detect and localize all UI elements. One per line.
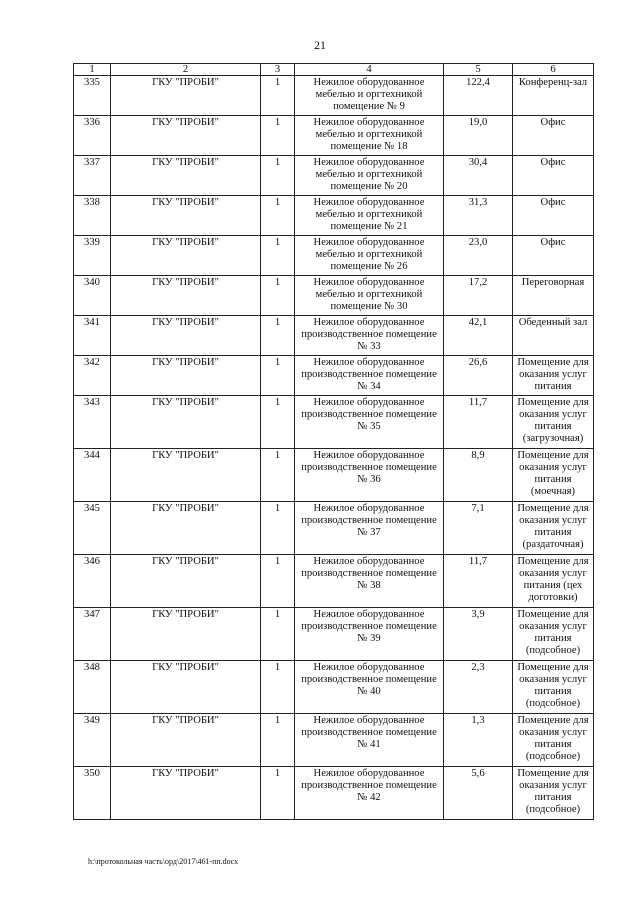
cell-description: Нежилое оборудованное мебелью и оргтехникой помещение № 30 — [295, 276, 444, 316]
column-header-6: 6 — [513, 64, 594, 76]
table-header-row — [74, 64, 594, 76]
table-row — [74, 156, 594, 196]
cell-purpose: Офис — [513, 116, 594, 156]
table-row — [74, 661, 594, 714]
cell-organization: ГКУ "ПРОБИ" — [111, 76, 261, 116]
cell-organization: ГКУ "ПРОБИ" — [111, 276, 261, 316]
cell-number: 335 — [74, 76, 111, 116]
cell-purpose: Помещение для оказания услуг питания (подсобное) — [513, 714, 594, 767]
cell-quantity: 1 — [261, 76, 295, 116]
cell-purpose: Помещение для оказания услуг питания (подсобное) — [513, 608, 594, 661]
cell-purpose: Помещение для оказания услуг питания (загрузочная) — [513, 396, 594, 449]
cell-organization: ГКУ "ПРОБИ" — [111, 502, 261, 555]
cell-organization: ГКУ "ПРОБИ" — [111, 396, 261, 449]
table-row — [74, 502, 594, 555]
column-header-5: 5 — [444, 64, 513, 76]
cell-area: 7,1 — [444, 502, 513, 555]
cell-number: 337 — [74, 156, 111, 196]
cell-organization: ГКУ "ПРОБИ" — [111, 661, 261, 714]
column-header-2: 2 — [111, 64, 261, 76]
cell-description: Нежилое оборудованное производственное помещение № 41 — [295, 714, 444, 767]
cell-organization: ГКУ "ПРОБИ" — [111, 156, 261, 196]
cell-area: 3,9 — [444, 608, 513, 661]
cell-number: 339 — [74, 236, 111, 276]
cell-quantity: 1 — [261, 156, 295, 196]
cell-organization: ГКУ "ПРОБИ" — [111, 116, 261, 156]
table-row — [74, 714, 594, 767]
cell-quantity: 1 — [261, 767, 295, 820]
cell-organization: ГКУ "ПРОБИ" — [111, 236, 261, 276]
cell-quantity: 1 — [261, 316, 295, 356]
cell-area: 17,2 — [444, 276, 513, 316]
cell-number: 350 — [74, 767, 111, 820]
cell-quantity: 1 — [261, 555, 295, 608]
table-row — [74, 767, 594, 820]
cell-purpose: Офис — [513, 236, 594, 276]
cell-quantity: 1 — [261, 714, 295, 767]
cell-area: 122,4 — [444, 76, 513, 116]
cell-number: 345 — [74, 502, 111, 555]
cell-number: 343 — [74, 396, 111, 449]
table-row — [74, 116, 594, 156]
cell-quantity: 1 — [261, 116, 295, 156]
cell-number: 344 — [74, 449, 111, 502]
cell-organization: ГКУ "ПРОБИ" — [111, 608, 261, 661]
cell-quantity: 1 — [261, 236, 295, 276]
cell-description: Нежилое оборудованное производственное помещение № 38 — [295, 555, 444, 608]
cell-purpose: Конференц-зал — [513, 76, 594, 116]
cell-organization: ГКУ "ПРОБИ" — [111, 196, 261, 236]
cell-number: 348 — [74, 661, 111, 714]
cell-quantity: 1 — [261, 356, 295, 396]
cell-purpose: Помещение для оказания услуг питания (моечная) — [513, 449, 594, 502]
cell-description: Нежилое оборудованное производственное помещение № 37 — [295, 502, 444, 555]
cell-number: 349 — [74, 714, 111, 767]
cell-area: 11,7 — [444, 396, 513, 449]
cell-area: 42,1 — [444, 316, 513, 356]
cell-purpose: Помещение для оказания услуг питания (подсобное) — [513, 767, 594, 820]
table-row — [74, 316, 594, 356]
cell-quantity: 1 — [261, 502, 295, 555]
table-row — [74, 608, 594, 661]
column-header-4: 4 — [295, 64, 444, 76]
cell-organization: ГКУ "ПРОБИ" — [111, 714, 261, 767]
cell-purpose: Офис — [513, 156, 594, 196]
cell-description: Нежилое оборудованное производственное помещение № 40 — [295, 661, 444, 714]
cell-description: Нежилое оборудованное мебелью и оргтехникой помещение № 9 — [295, 76, 444, 116]
cell-area: 31,3 — [444, 196, 513, 236]
table-row — [74, 276, 594, 316]
cell-purpose: Офис — [513, 196, 594, 236]
cell-description: Нежилое оборудованное производственное помещение № 34 — [295, 356, 444, 396]
cell-organization: ГКУ "ПРОБИ" — [111, 356, 261, 396]
cell-quantity: 1 — [261, 661, 295, 714]
cell-area: 19,0 — [444, 116, 513, 156]
cell-purpose: Переговорная — [513, 276, 594, 316]
cell-description: Нежилое оборудованное мебелью и оргтехникой помещение № 21 — [295, 196, 444, 236]
table-row — [74, 396, 594, 449]
cell-quantity: 1 — [261, 396, 295, 449]
cell-description: Нежилое оборудованное производственное помещение № 35 — [295, 396, 444, 449]
cell-purpose: Помещение для оказания услуг питания — [513, 356, 594, 396]
cell-number: 346 — [74, 555, 111, 608]
table-body — [74, 76, 594, 820]
cell-description: Нежилое оборудованное производственное помещение № 42 — [295, 767, 444, 820]
cell-number: 338 — [74, 196, 111, 236]
cell-organization: ГКУ "ПРОБИ" — [111, 316, 261, 356]
cell-purpose: Помещение для оказания услуг питания (раздаточная) — [513, 502, 594, 555]
cell-area: 23,0 — [444, 236, 513, 276]
cell-description: Нежилое оборудованное мебелью и оргтехникой помещение № 18 — [295, 116, 444, 156]
cell-purpose: Помещение для оказания услуг питания (подсобное) — [513, 661, 594, 714]
table-row — [74, 356, 594, 396]
table-row — [74, 76, 594, 116]
table-row — [74, 236, 594, 276]
cell-description: Нежилое оборудованное производственное помещение № 39 — [295, 608, 444, 661]
table-row — [74, 449, 594, 502]
cell-number: 341 — [74, 316, 111, 356]
cell-number: 347 — [74, 608, 111, 661]
cell-area: 26,6 — [444, 356, 513, 396]
cell-area: 8,9 — [444, 449, 513, 502]
table-row — [74, 555, 594, 608]
cell-area: 30,4 — [444, 156, 513, 196]
cell-area: 11,7 — [444, 555, 513, 608]
cell-quantity: 1 — [261, 276, 295, 316]
cell-number: 340 — [74, 276, 111, 316]
cell-description: Нежилое оборудованное мебелью и оргтехникой помещение № 26 — [295, 236, 444, 276]
cell-area: 2,3 — [444, 661, 513, 714]
cell-quantity: 1 — [261, 196, 295, 236]
cell-description: Нежилое оборудованное производственное помещение № 36 — [295, 449, 444, 502]
footer-file-path: h:\протокольная часть\орд\2017\461-пп.docx — [88, 857, 239, 866]
cell-quantity: 1 — [261, 449, 295, 502]
cell-description: Нежилое оборудованное мебелью и оргтехникой помещение № 20 — [295, 156, 444, 196]
cell-organization: ГКУ "ПРОБИ" — [111, 555, 261, 608]
cell-purpose: Обеденный зал — [513, 316, 594, 356]
page-number: 21 — [314, 38, 326, 52]
table-row — [74, 196, 594, 236]
cell-area: 1,3 — [444, 714, 513, 767]
cell-organization: ГКУ "ПРОБИ" — [111, 767, 261, 820]
cell-organization: ГКУ "ПРОБИ" — [111, 449, 261, 502]
column-header-1: 1 — [74, 64, 111, 76]
column-header-3: 3 — [261, 64, 295, 76]
cell-description: Нежилое оборудованное производственное помещение № 33 — [295, 316, 444, 356]
cell-quantity: 1 — [261, 608, 295, 661]
cell-purpose: Помещение для оказания услуг питания (цех доготовки) — [513, 555, 594, 608]
cell-number: 336 — [74, 116, 111, 156]
cell-number: 342 — [74, 356, 111, 396]
cell-area: 5,6 — [444, 767, 513, 820]
premises-table — [73, 63, 594, 820]
